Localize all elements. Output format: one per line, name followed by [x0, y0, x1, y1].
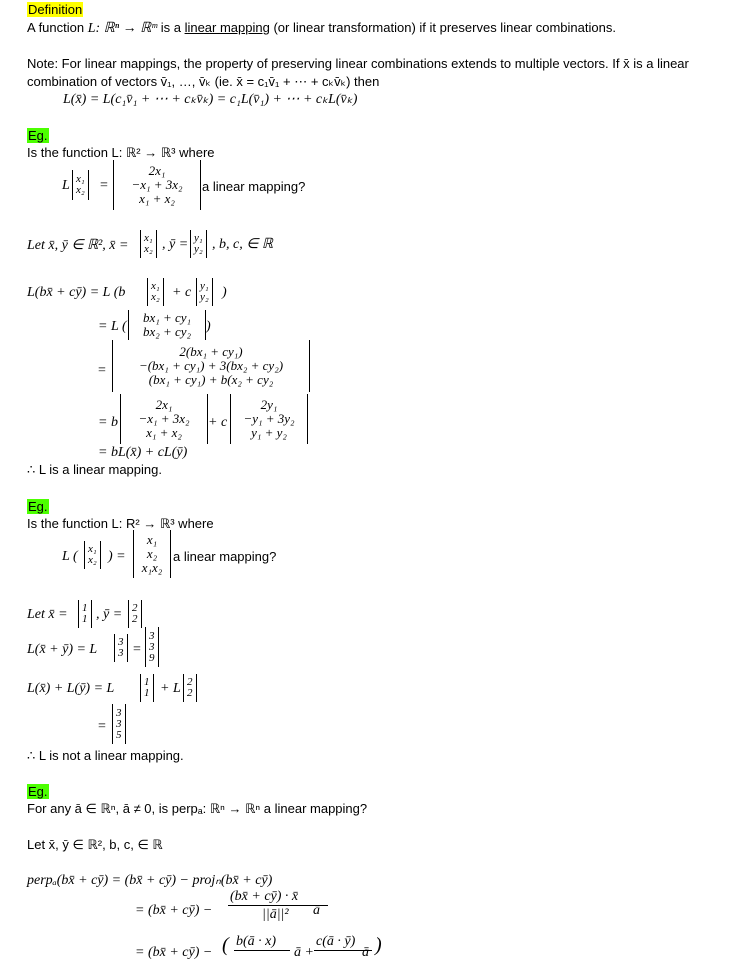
- definition-text: A function L: ℝⁿ → ℝᵐ is a linear mapping (or linear transformation) if it preserves linear combinations.: [27, 20, 616, 36]
- ex1-step1-vx: x₁ x₂: [147, 278, 164, 306]
- example1-let: Let x̄, ȳ ∈ ℝ², x̄ =: [27, 238, 129, 253]
- ex3-line3-n2: c(ā · ȳ): [316, 934, 356, 949]
- ex2-input: x₁ x₂: [84, 541, 101, 569]
- ex2-sum-in: 3 3: [114, 634, 128, 662]
- ex1-step4-x: 2x₁ −x₁ + 3x₂ x₁ + x₂: [120, 394, 208, 444]
- ex2-split-out: 3 3 5: [112, 704, 126, 744]
- ex2-sum-out: 3 3 9: [145, 627, 159, 667]
- ex1-conclusion: ∴ L is a linear mapping.: [27, 462, 162, 477]
- ex2-conclusion: ∴ L is not a linear mapping.: [27, 748, 184, 763]
- ex3-line3-lhs: = (bx̄ + cȳ) −: [135, 945, 213, 960]
- example2-question: Is the function L: R² → ℝ³ where: [27, 516, 214, 531]
- ex3-line2-lhs: = (bx̄ + cȳ) −: [135, 903, 213, 918]
- ex1-step2: = L (: [98, 319, 127, 334]
- example1-question-tail: a linear mapping?: [202, 179, 306, 194]
- ex1-input-vector: x₁ x₂: [72, 170, 89, 200]
- ex1-step3-matrix: 2(bx₁ + cy₁) −(bx₁ + cy₁) + 3(bx₂ + cy₂) (bx₁ + cy₁) + b(x₂ + cy₂: [112, 340, 310, 392]
- example3-let: Let x̄, ȳ ∈ ℝ², b, c, ∈ ℝ: [27, 837, 163, 852]
- example2-question-tail: a linear mapping?: [173, 549, 277, 564]
- ex3-line2-den: ||ā||²: [262, 907, 289, 922]
- ex3-line2-num: (bx̄ + cȳ) · x̄: [230, 889, 299, 904]
- ex3-line3-frac1: [234, 950, 290, 951]
- definition-heading: Definition: [28, 2, 83, 17]
- ex1-L: L: [62, 178, 70, 193]
- ex1-step4-y: 2y₁ −y₁ + 3y₂ y₁ + y₂: [230, 394, 308, 444]
- linear-mapping-link[interactable]: linear mapping: [184, 20, 270, 35]
- ex2-split-x: 1 1: [140, 674, 154, 702]
- example3-tag: Eg.: [28, 784, 48, 799]
- ex3-line3-n1: b(ā · x): [236, 934, 277, 949]
- ex1-step1-vy: y₁ y₂: [196, 278, 213, 306]
- ex1-output-matrix: 2x₁ −x₁ + 3x₂ x₁ + x₂: [113, 160, 201, 210]
- ex1-let-x: x₁ x₂: [140, 230, 157, 258]
- ex2-let-y: 2 2: [128, 600, 142, 628]
- ex2-output-matrix: x₁ x₂ x₁x₂: [133, 530, 171, 578]
- example2-tag: Eg.: [28, 499, 48, 514]
- document-page: Definition A function L: ℝⁿ → ℝᵐ is a linear mapping (or linear transformation) if it preserves linear combinations. Note: For linear mappings, the property of preserving linear combinations extends to multiple vectors. If x̄ is a linear combination of vectors v̄₁, …, v̄ₖ (ie. x̄ = c₁v̄₁ + ⋯ + cₖv̄ₖ) then L(x̄) = L(c₁v̄₁ + ⋯ + cₖv̄ₖ) = c₁L(v̄₁) + ⋯ + cₖL(v̄ₖ) Eg. Is the function L: ℝ² → ℝ³ where L x₁ x₂ = 2x₁ −x₁ + 3x₂ x₁ + x₂ a linear mapping? Let x̄, ȳ ∈ ℝ², x̄ = x₁ x₂ , ȳ = y₁ y₂ , b, c, ∈ ℝ L(bx̄ + cȳ) = L (b x₁ x₂ + c y₁ y₂ ) = L ( bx₁ + cy₁ bx₂ + cy₂ ) = 2(bx₁ + cy₁) −(bx₁ + cy₁) + 3(bx₂ + cy₂) (bx₁ + cy₁) + b(x₂ + cy₂ = b 2x₁ −x₁ + 3x₂ x₁ + x₂ + c 2y₁ −y₁ + 3y₂ y₁ + y₂ = bL(x̄) + cL(ȳ) ∴ L is a linear mapping. Eg. Is the function L: R² → ℝ³ where L ( x₁ x₂ ) = x₁ x₂ x₁x₂ a linear mapping? Let x̄ = 1 1 , ȳ = 2 2 L(x̄ + ȳ) = L 3 3 = 3 3 9 L(x̄) + L(ȳ) = L 1 1 + L 2 2 = 3 3 5 ∴ L is not a linear mapping. Eg. For any ā ∈ ℝⁿ, ā ≠ 0, is perpₐ: ℝⁿ → ℝⁿ a linear mapping? Let x̄, ȳ ∈ ℝ², b, c, ∈ ℝ perpₐ(bx̄ + cȳ) = (bx̄ + cȳ) − projₙ(bx̄ + cȳ) = (bx̄ + cȳ) − (bx̄ + cȳ) · x̄ ||ā||² ā = (bx̄ + cȳ) − ( b(ā · x) ā + c(ā · ȳ) ā ): [27, 2, 689, 960]
- ex2-let-x: 1 1: [78, 600, 92, 628]
- ex1-let-y: y₁ y₂: [190, 230, 207, 258]
- note-line-1: Note: For linear mappings, the property of preserving linear combinations extends to multiple vectors. If x̄ is a linear: [27, 56, 689, 71]
- note-formula: L(x̄) = L(c₁v̄₁ + ⋯ + cₖv̄ₖ) = c₁L(v̄₁) + ⋯ + cₖL(v̄ₖ): [63, 92, 358, 107]
- example1-tag: Eg.: [28, 128, 48, 143]
- ex2-split-y: 2 2: [183, 674, 197, 702]
- ex1-step5: = bL(x̄) + cL(ȳ): [98, 445, 188, 460]
- ex1-step2-matrix: bx₁ + cy₁ bx₂ + cy₂: [128, 310, 206, 340]
- ex3-line1: perpₐ(bx̄ + cȳ) = (bx̄ + cȳ) − projₙ(bx̄ + cȳ): [27, 873, 273, 888]
- example3-question: For any ā ∈ ℝⁿ, ā ≠ 0, is perpₐ: ℝⁿ → ℝⁿ a linear mapping?: [27, 801, 368, 816]
- example1-question: Is the function L: ℝ² → ℝ³ where: [27, 145, 215, 160]
- note-line-2: combination of vectors v̄₁, …, v̄ₖ (ie. x̄ = c₁v̄₁ + ⋯ + cₖv̄ₖ) then: [27, 74, 380, 89]
- ex1-step1: L(bx̄ + cȳ) = L (b: [27, 285, 126, 300]
